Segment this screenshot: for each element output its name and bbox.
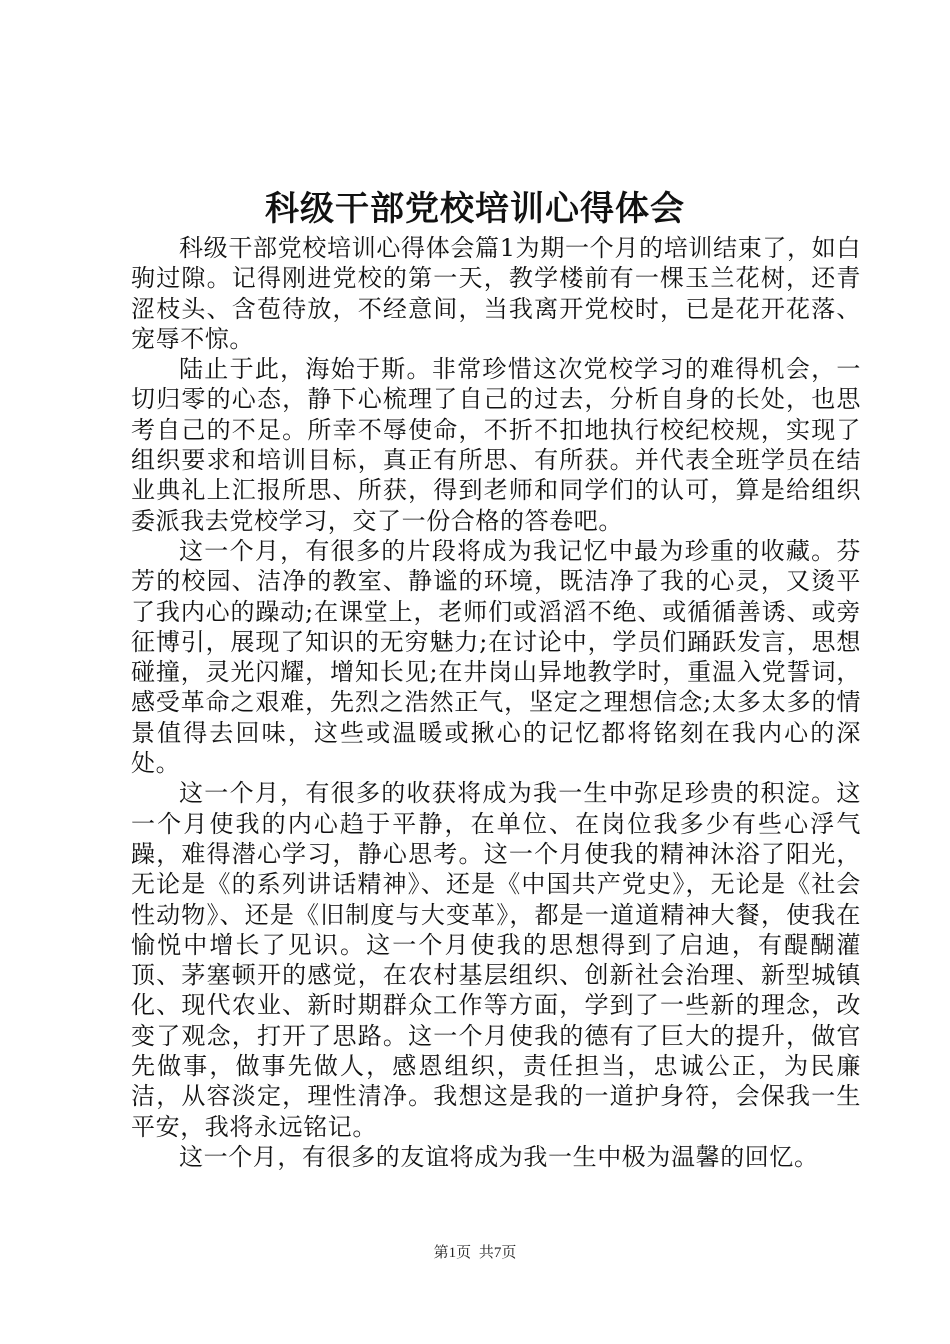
paragraph-4: 这一个月，有很多的收获将成为我一生中弥足珍贵的积淀。这一个月使我的内心趋于平静，在单位、在岗位我多少有些心浮气躁，难得潜心学习，静心思考。这一个月使我的精神沐浴了阳光，无论是《的系列讲话精神》、还是《中国共产党史》，无论是《社会性动物》、还是《旧制度与大变革》，都是一道道精神大餐，使我在愉悦中增长了见识。这一个月使我的思想得到了启迪，有醍醐灌顶、茅塞顿开的感觉，在农村基层组织、创新社会治理、新型城镇化、现代农业、新时期群众工作等方面，学到了一些新的理念，改变了观念，打开了思路。这一个月使我的德有了巨大的提升，做官先做事，做事先做人，感恩组织，责任担当，忠诚公正，为民廉洁，从容淡定，理性清净。我想这是我的一道护身符，会保我一生平安，我将永远铭记。 [131,779,861,1141]
document-title: 科级干部党校培训心得体会 [265,189,685,229]
page-number-total: 共7页 [478,1245,517,1261]
document-body [131,233,861,1172]
page-footer [0,1242,950,1264]
paragraph-1: 科级干部党校培训心得体会篇1为期一个月的培训结束了，如白驹过隙。记得刚进党校的第一天，教学楼前有一棵玉兰花树，还青涩枝头、含苞待放，不经意间，当我离开党校时，已是花开花落、宠辱不惊。 [131,234,861,353]
paragraph-2: 陆止于此，海始于斯。非常珍惜这次党校学习的难得机会，一切归零的心态，静下心梳理了自己的过去，分析自身的长处，也思考自己的不足。所幸不辱使命，不折不扣地执行校纪校规，实现了组织要求和培训目标，真正有所思、有所获。并代表全班学员在结业典礼上汇报所思、所获，得到老师和同学们的认可，算是给组织委派我去党校学习，交了一份合格的答卷吧。 [131,355,861,535]
page-number-current: 第1页 [433,1245,472,1261]
paragraph-5: 这一个月，有很多的友谊将成为我一生中极为温馨的回忆。 [179,1142,819,1171]
paragraph-3: 这一个月，有很多的片段将成为我记忆中最为珍重的收藏。芬芳的校园、洁净的教室、静谧的环境，既洁净了我的心灵，又烫平了我内心的躁动;在课堂上，老师们或滔滔不绝、或循循善诱、或旁征博引，展现了知识的无穷魅力;在讨论中，学员们踊跃发言，思想碰撞，灵光闪耀，增知长见;在井岗山异地教学时，重温入党誓词，感受革命之艰难，先烈之浩然正气，坚定之理想信念;太多太多的情景值得去回味，这些或温暖或揪心的记忆都将铭刻在我内心的深处。 [131,536,861,778]
